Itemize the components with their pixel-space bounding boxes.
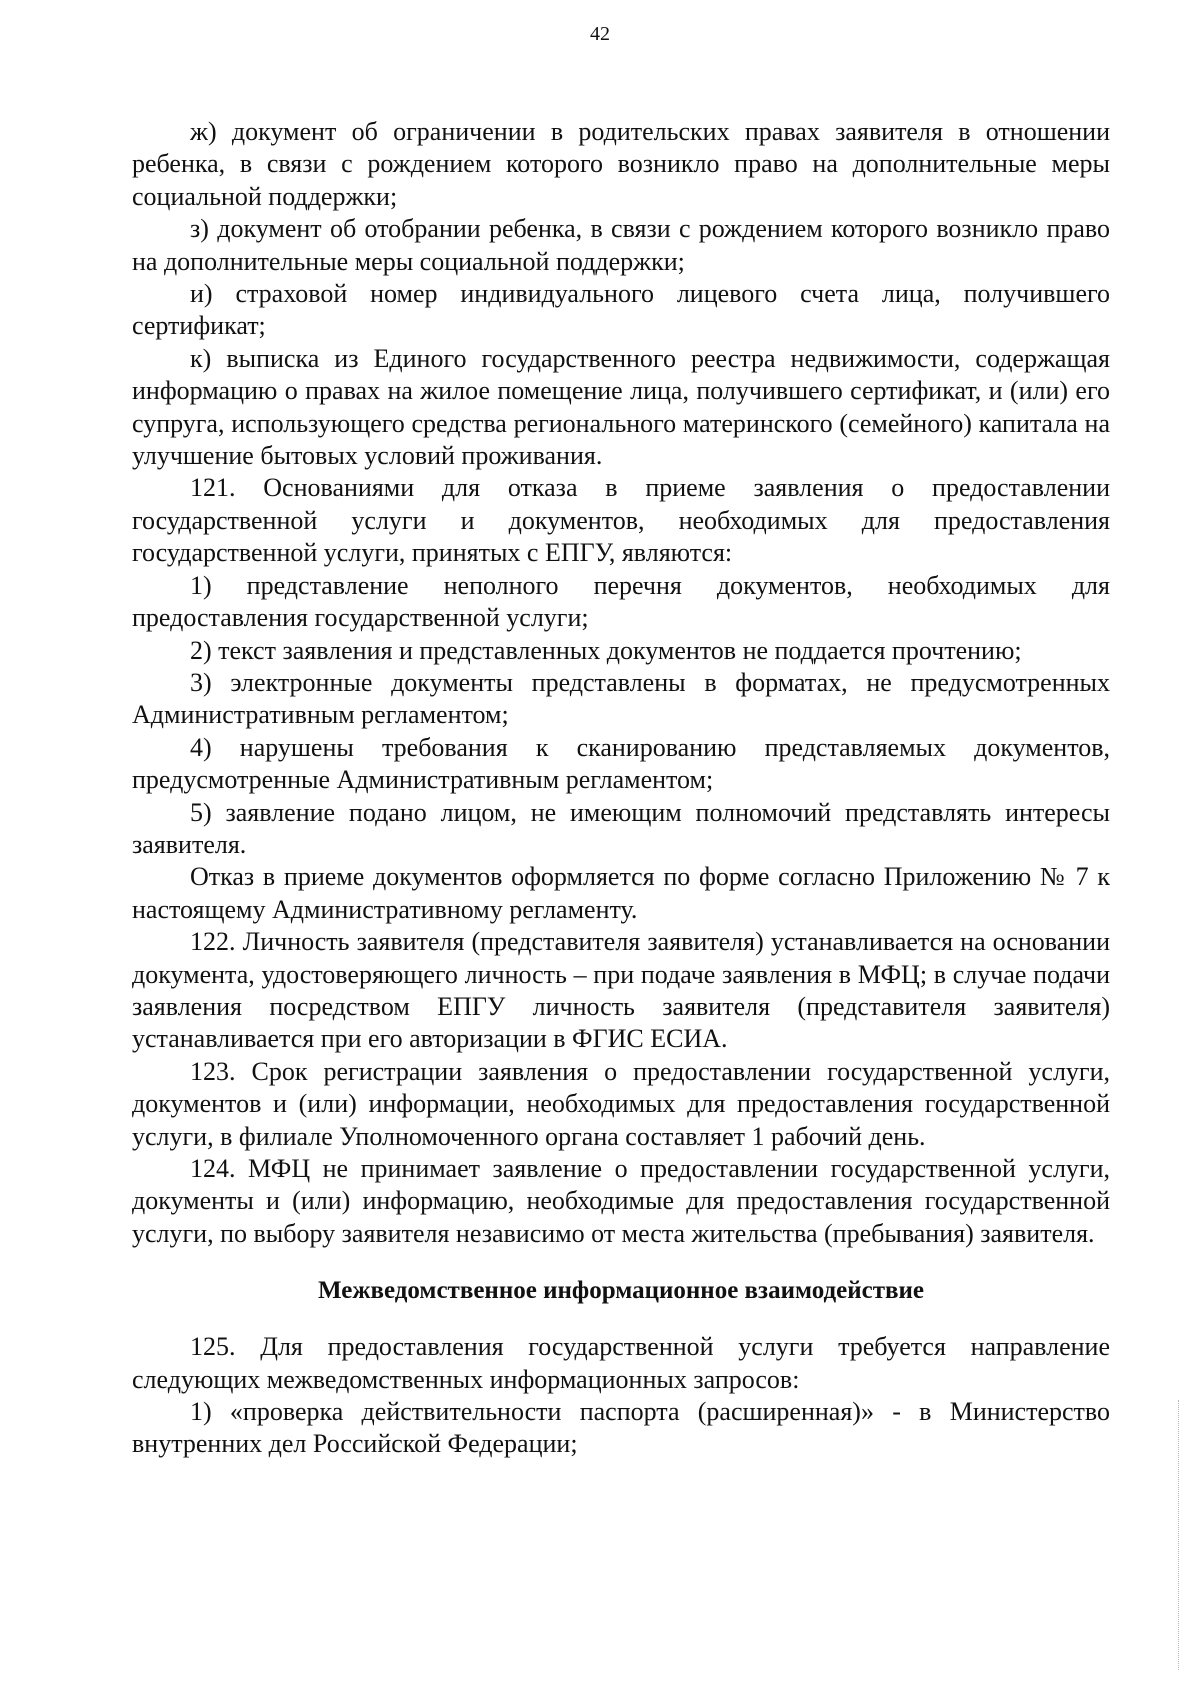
paragraph-item-i: и) страховой номер индивидуального лицевого счета лица, получившего сертификат;	[132, 279, 1110, 341]
paragraph-121-item-3: 3) электронные документы представлены в форматах, не предусмотренных Административным регламентом;	[132, 667, 1110, 730]
paragraph-123: 123. Срок регистрации заявления о предоставлении государственной услуги, документов и (или) информации, необходимых для предоставления государственной услуги, в филиале Уполномоченного органа составляет 1 рабочий день.	[132, 1056, 1110, 1151]
paragraph-121-item-5: 5) заявление подано лицом, не имеющим полномочий представлять интересы заявителя.	[132, 797, 1110, 859]
paragraph-125-item-1: 1) «проверка действительности паспорта (расширенная)» - в Министерство внутренних дел Российской Федерации;	[132, 1397, 1110, 1459]
document-body	[132, 116, 1110, 1461]
paragraph-refusal-form: Отказ в приеме документов оформляется по форме согласно Приложению № 7 к настоящему Административному регламенту.	[132, 862, 1110, 924]
page-number: 42	[590, 23, 610, 45]
paragraph-125: 125. Для предоставления государственной услуги требуется направление следующих межведомственных информационных запросов:	[132, 1332, 1110, 1394]
paragraph-121-item-2: 2) текст заявления и представленных документов не поддается прочтению;	[190, 635, 1022, 665]
paragraph-item-k: к) выписка из Единого государственного реестра недвижимости, содержащая информацию о правах на жилое помещение лица, получившего сертификат, и (или) его супруга, использующего средства регионального материнского (семейного) капитала на улучшение бытовых условий проживания.	[132, 343, 1110, 471]
paragraph-124: 124. МФЦ не принимает заявление о предоставлении государственной услуги, документы и (или) информацию, необходимые для предоставления государственной услуги, по выбору заявителя независимо от места жительства (пребывания) заявителя.	[132, 1154, 1110, 1248]
paragraph-121: 121. Основаниями для отказа в приеме заявления о предоставлении государственной услуги и документов, необходимых для предоставления государственной услуги, принятых с ЕПГУ, являются:	[132, 473, 1110, 568]
paragraph-item-zh: ж) документ об ограничении в родительских правах заявителя в отношении ребенка, в связи с рождением которого возникло право на дополнительные меры социальной поддержки;	[132, 117, 1110, 211]
scan-edge-mark	[1178, 1400, 1179, 1670]
paragraph-121-item-4: 4) нарушены требования к сканированию представляемых документов, предусмотренные Административным регламентом;	[132, 732, 1110, 795]
paragraph-122: 122. Личность заявителя (представителя заявителя) устанавливается на основании документа, удостоверяющего личность – при подаче заявления в МФЦ; в случае подачи заявления посредством ЕПГУ личность заявителя (представителя заявителя) устанавливается при его авторизации в ФГИС ЕСИА.	[132, 927, 1110, 1054]
section-heading: Межведомственное информационное взаимодействие	[318, 1277, 924, 1305]
paragraph-121-item-1: 1) представление неполного перечня документов, необходимых для предоставления государственной услуги;	[132, 570, 1110, 633]
paragraph-item-z: з) документ об отобрании ребенка, в связи с рождением которого возникло право на дополнительные меры социальной поддержки;	[132, 214, 1110, 276]
